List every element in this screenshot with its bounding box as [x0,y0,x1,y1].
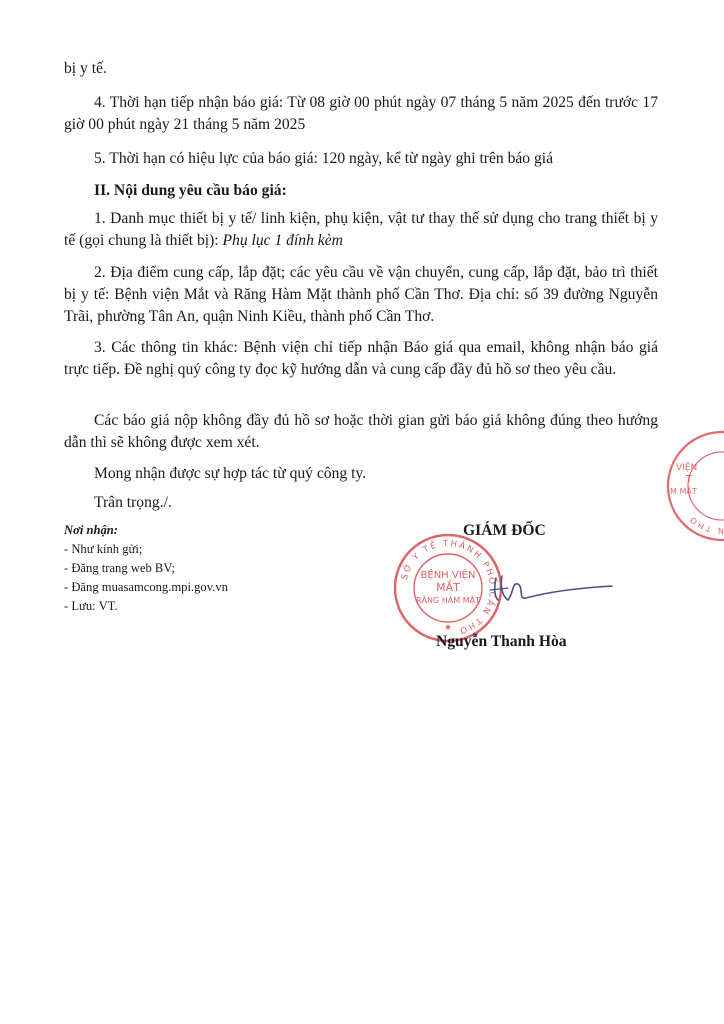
recipients-title: Nơi nhận: [64,523,119,537]
partial-seal-ring-text: N THƠ [686,513,724,536]
seal-ring-text: SỞ Y TẾ THÀNH PHỐ CẦN THƠ [399,538,498,637]
partial-seal-line-3: M MẶT [670,487,697,496]
paragraph-regards: Trân trọng./. [94,494,172,511]
equipment-list-text: 1. Danh mục thiết bị y tế/ linh kiện, phụ kiện, vật tư thay thế sử dụng cho trang thiết bị y tế (gọi chung là thiết bị): [64,210,658,249]
partial-seal-line-1: VIỆN [676,463,698,473]
partial-seal-icon [664,428,724,544]
signature-title: GIÁM ĐỐC [463,522,546,539]
paragraph-cooperation: Mong nhận được sự hợp tác từ quý công ty. [94,465,367,482]
seal-line-3: RĂNG HÀM MẶT [416,596,480,605]
recipient-item: - Đăng muasamcong.mpi.gov.vn [64,580,228,594]
recipient-item: - Đăng trang web BV; [64,561,175,575]
appendix-reference: Phụ lục 1 đính kèm [222,232,343,249]
recipient-item: - Như kính gửi; [64,542,143,556]
seal-line-1: BỆNH VIỆN [420,570,476,581]
paragraph-delivery-location: 2. Địa điểm cung cấp, lắp đặt; các yêu cầu về vận chuyển, cung cấp, lắp đặt, bảo trì thiết bị y tế: Bệnh viện Mắt và Răng Hàm Mặt thành phố Cần Thơ. Địa chỉ: số 39 đường Nguyễn Trãi, phường Tân An, quận Ninh Kiều, thành phố Cần Thơ. [64,264,658,325]
recipient-item: - Lưu: VT. [64,599,118,613]
paragraph-continuation: bị y tế. [64,60,107,77]
paragraph-other-info: 3. Các thông tin khác: Bệnh viện chỉ tiếp nhận Báo giá qua email, không nhận báo giá trực tiếp. Đề nghị quý công ty đọc kỹ hướng dẫn và cung cấp đầy đủ hồ sơ theo yêu cầu. [64,339,658,378]
svg-text:★: ★ [443,623,453,633]
paragraph-equipment-list [64,208,658,252]
signatory-name: Nguyễn Thanh Hòa [436,633,567,650]
paragraph-validity-period: 5. Thời hạn có hiệu lực của báo giá: 120 ngày, kể từ ngày ghi trên báo giá [94,150,554,167]
seal-line-2: MẮT [436,581,460,594]
section-heading-quote-requirements: II. Nội dung yêu cầu báo giá: [94,182,287,199]
recipients-block [64,521,228,616]
svg-text:PHỐ CẦN THƠ [686,505,724,538]
paragraph-submission-deadline: 4. Thời hạn tiếp nhận báo giá: Từ 08 giờ 00 phút ngày 07 tháng 5 năm 2025 đến trước 17 giờ 00 phút ngày 21 tháng 5 năm 2025 [64,94,658,133]
partial-seal-line-2: T [686,474,693,485]
paragraph-rejection-note: Các báo giá nộp không đầy đủ hồ sơ hoặc thời gian gửi báo giá không đúng theo hướng dẫn thì sẽ không được xem xét. [64,412,658,451]
signature-scribble-icon [488,570,618,606]
